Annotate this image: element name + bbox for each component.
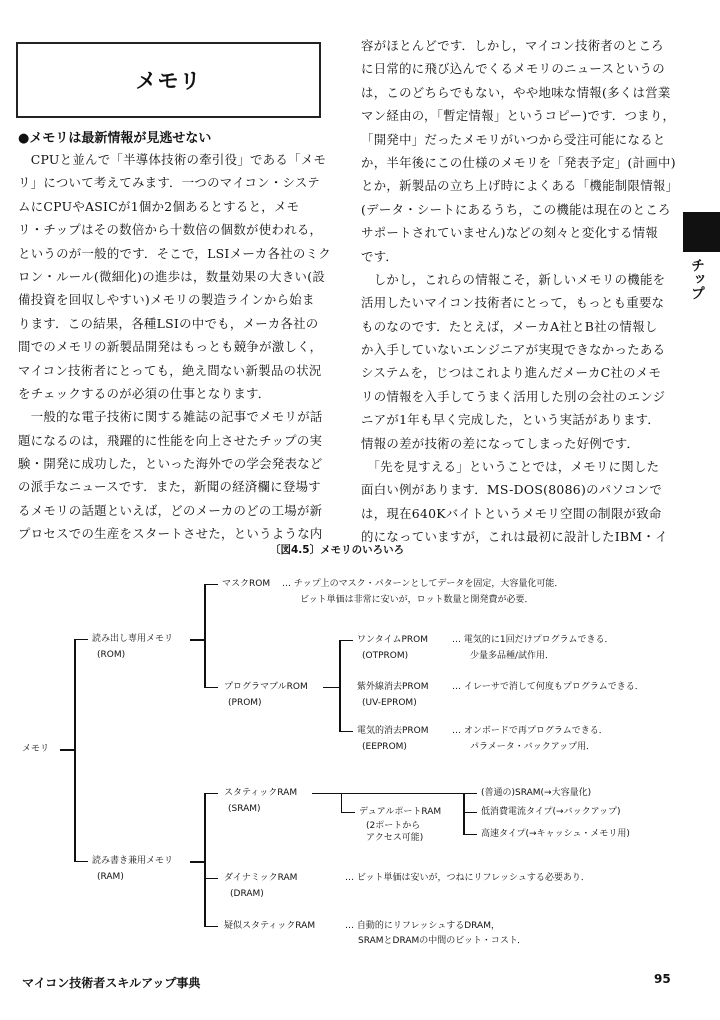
connector — [204, 584, 206, 688]
node-ram-abbr: (RAM) — [97, 872, 124, 882]
connector — [204, 793, 206, 927]
text-line: システムを，じつはこれより進んだメーカC社のメモ — [361, 365, 662, 381]
footer-book-title: マイコン技術者スキルアップ事典 — [22, 976, 201, 990]
text-line: CPUと並んで「半導体技術の牽引役」である「メモ — [18, 152, 327, 167]
text-line: をチェックするのが必須の仕事となります． — [18, 385, 271, 401]
node-prom-label: プログラマブルROM — [224, 682, 308, 692]
node-eeprom-abbr: (EEPROM) — [362, 742, 407, 752]
node-otprom-abbr: (OTPROM) — [362, 651, 409, 661]
connector — [463, 793, 465, 835]
connector — [341, 812, 355, 813]
text-line: 一般的な電子技術に関する雑誌の記事でメモリが話 — [18, 409, 323, 425]
chapter-tab-marker — [683, 212, 720, 252]
text-line: マン経由の，「暫定情報」というコピー)です．つまり， — [361, 108, 676, 124]
sram-type-1: (普通の)SRAM(→大容量化) — [481, 788, 592, 798]
connector — [341, 793, 342, 813]
text-line: ニアが1年も早く完成した，という実話があります． — [361, 412, 661, 428]
text-line: るメモリの話題といえば，どのメーカのどの工場が新 — [18, 502, 323, 518]
connector — [204, 584, 218, 585]
text-line: か入手していないエンジニアが実現できなかったある — [361, 342, 666, 358]
connector — [339, 640, 353, 641]
node-dualport-label: デュアルポートRAM — [359, 807, 442, 817]
title-box — [16, 42, 321, 118]
chapter-tab-label: チップ — [689, 258, 705, 300]
dualport-note-2: アクセス可能) — [366, 833, 424, 843]
text-line: (データ・シートにあるうち，この機能は現在のところ — [361, 201, 671, 217]
text-line: 「開発中」だったメモリがいつから受注可能になると — [361, 131, 666, 147]
text-line: しかし，これらの情報こそ，新しいメモリの機能を — [361, 271, 666, 287]
text-line: 「先を見すえる」ということでは，メモリに関した — [361, 459, 660, 475]
text-line: ものなのです．たとえば，メーカA社とB社の情報し — [361, 318, 658, 334]
node-uveprom-label: 紫外線消去PROM — [357, 682, 429, 692]
mask-rom-desc-2: ビット単価は非常に安いが，ロット数量と開発費が必要． — [300, 595, 534, 605]
text-line: マイコン技術者にとっても，絶え間ない新製品の状況 — [18, 362, 322, 378]
connector — [74, 639, 88, 640]
node-uveprom-abbr: (UV-EPROM) — [362, 698, 417, 708]
text-line: に日常的に飛び込んでくるメモリのニュースというの — [361, 61, 665, 77]
uveprom-desc-1: … イレーサで消して何度もプログラムできる． — [452, 682, 644, 692]
text-line: の派手なニュースです．また，新聞の経済欄に登場す — [18, 479, 321, 495]
figure-caption: 〔図4.5〕メモリのいろいろ — [270, 544, 405, 556]
sram-type-2: 低消費電流タイプ(→バックアップ) — [481, 807, 621, 817]
node-psram-label: 疑似スタティックRAM — [224, 921, 316, 931]
node-sram-label: スタティックRAM — [224, 788, 298, 798]
psram-desc-1: … 自動的にリフレッシュするDRAM， — [345, 921, 500, 931]
right-column — [361, 34, 683, 549]
connector — [204, 687, 218, 688]
dram-desc-1: … ビット単価は安いが，つねにリフレッシュする必要あり． — [345, 873, 590, 883]
connector — [74, 861, 88, 862]
connector — [204, 926, 218, 927]
connector — [204, 793, 218, 794]
connector — [463, 793, 477, 794]
sram-type-3: 高速タイプ(→キャッシュ・メモリ用) — [481, 829, 630, 839]
page-number: 95 — [654, 972, 671, 986]
eeprom-desc-2: パラメータ・バックアップ用． — [470, 742, 596, 752]
text-line: か，半年後にこの仕様のメモリを「発表予定」(計画中) — [361, 154, 676, 170]
connector — [339, 640, 341, 732]
connector — [190, 639, 204, 641]
text-line: というのが一般的です．そこで，LSIメーカ各社のミク — [18, 245, 331, 261]
text-line: とか，新製品の立ち上げ時によくある「機能制限情報」 — [361, 178, 679, 194]
text-line: リ・チップはその数倍から十数倍の個数が使われる， — [18, 222, 323, 238]
node-dram-label: ダイナミックRAM — [224, 873, 298, 883]
section-heading: ●メモリは最新情報が見逃せない — [18, 131, 212, 146]
text-line: 題になるのは，飛躍的に性能を向上させたチップの実 — [18, 432, 323, 448]
connector — [323, 687, 340, 688]
text-line: 的になっていますが，これは最初に設計したIBM・イ — [361, 529, 668, 545]
text-line: ロン・ルール(微細化)の進歩は，数量効果の大きい(設 — [18, 268, 326, 284]
text-line: 情報の差が技術の差になってしまった好例です． — [361, 435, 640, 451]
text-line: 備投資を回収しやすい)メモリの製造ラインから始ま — [18, 292, 315, 308]
text-line: です． — [361, 248, 399, 264]
text-line: 験・開発に成功した，といった海外での学会発表など — [18, 456, 323, 472]
connector — [463, 812, 477, 813]
text-line: 容がほとんどです．しかし，マイコン技術者のところ — [361, 38, 664, 53]
text-line: ムにCPUやASICが1個か2個あるとすると，メモ — [18, 198, 300, 214]
dualport-note-1: (2ポートから — [366, 821, 421, 831]
node-sram-abbr: (SRAM) — [228, 804, 261, 814]
text-line: ります．この結果，各種LSIの中でも，メーカ各社の — [18, 315, 319, 331]
node-memory: メモリ — [22, 744, 50, 754]
node-otprom-label: ワンタイムPROM — [357, 635, 428, 645]
connector — [190, 861, 204, 863]
text-line: は，現在640Kバイトというメモリ空間の制限が致命 — [361, 505, 662, 521]
eeprom-desc-1: … オンボードで再プログラムできる． — [452, 726, 608, 736]
node-mask-rom: マスクROM — [222, 579, 271, 589]
node-rom-label: 読み出し専用メモリ — [92, 634, 174, 644]
text-line: プロセスでの生産をスタートさせた，というような内 — [18, 526, 323, 542]
left-column — [18, 148, 340, 546]
text-line: サポートされていません)などの刻々と変化する情報 — [361, 225, 659, 241]
connector — [74, 639, 76, 862]
otprom-desc-2: 少量多品種/試作用． — [470, 651, 555, 661]
text-line: 間でのメモリの新製品開発はもっとも競争が激しく， — [18, 339, 323, 355]
connector — [60, 749, 74, 751]
connector — [463, 834, 477, 835]
node-dram-abbr: (DRAM) — [230, 889, 264, 899]
text-line: 面白い例があります．MS-DOS(8086)のパソコンで — [361, 482, 663, 498]
text-line: リ」について考えてみます．一つのマイコン・システ — [18, 175, 320, 191]
page-title: メモリ — [135, 69, 202, 93]
psram-desc-2: SRAMとDRAMの中間のビット・コスト． — [358, 936, 527, 946]
connector — [312, 793, 468, 794]
connector — [204, 878, 218, 879]
node-eeprom-label: 電気的消去PROM — [357, 726, 429, 736]
connector — [339, 731, 353, 732]
text-line: リの情報を入手してうまく活用した別の会社のエンジ — [361, 388, 666, 404]
node-prom-abbr: (PROM) — [228, 698, 262, 708]
mask-rom-desc-1: … チップ上のマスク・パターンとしてデータを固定，大容量化可能． — [282, 579, 564, 589]
text-line: は，このどちらでもない，やや地味な情報(多くは営業 — [361, 84, 671, 100]
node-rom-abbr: (ROM) — [97, 650, 126, 660]
otprom-desc-1: … 電気的に1回だけプログラムできる． — [452, 635, 614, 645]
text-line: 活用したいマイコン技術者にとって，もっとも重要な — [361, 295, 665, 311]
node-ram-label: 読み書き兼用メモリ — [92, 856, 174, 866]
